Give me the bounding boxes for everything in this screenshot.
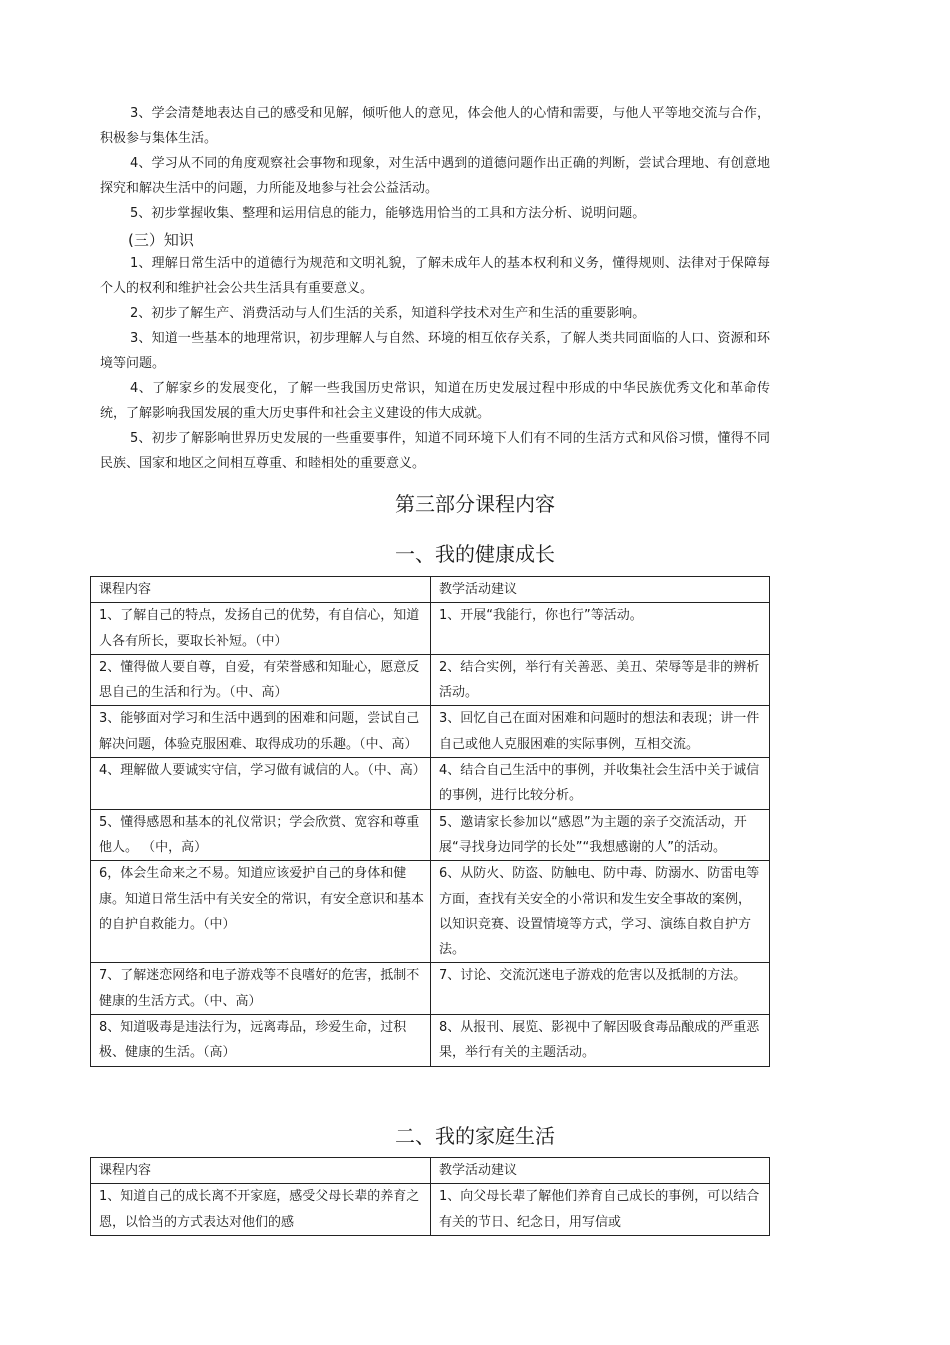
section2-table xyxy=(90,1157,770,1236)
header-course-content: 课程内容 xyxy=(91,577,431,603)
header-course-content: 课程内容 xyxy=(91,1158,431,1184)
section1-title: 一、我的健康成长 xyxy=(395,542,555,566)
ability-item-5: 5、初步掌握收集、整理和运用信息的能力，能够选用恰当的工具和方法分析、说明问题。 xyxy=(130,206,646,221)
activity-suggestion-cell: 6、从防火、防盗、防触电、防中毒、防溺水、防雷电等方面，查找有关安全的小常识和发生安全事故的案例，以知识竞赛、设置情境等方式，学习、演练自救自护方法。 xyxy=(431,861,770,963)
table-row xyxy=(91,603,770,655)
knowledge-heading: (三）知识 xyxy=(128,231,194,249)
activity-suggestion-cell: 1、开展“我能行，你也行”等活动。 xyxy=(431,603,770,655)
activity-suggestion-cell: 4、结合自己生活中的事例，并收集社会生活中关于诚信的事例，进行比较分析。 xyxy=(431,758,770,810)
knowledge-item-3: 3、知道一些基本的地理常识，初步理解人与自然、环境的相互依存关系，了解人类共同面临的人口、资源和环境等问题。 xyxy=(100,331,770,371)
table-row xyxy=(91,1015,770,1067)
activity-suggestion-cell: 2、结合实例，举行有关善恶、美丑、荣辱等是非的辨析活动。 xyxy=(431,654,770,706)
course-content-cell: 1、知道自己的成长离不开家庭，感受父母长辈的养育之恩，以恰当的方式表达对他们的感 xyxy=(91,1184,431,1236)
header-activity-suggestion: 教学活动建议 xyxy=(431,577,770,603)
knowledge-item-2: 2、初步了解生产、消费活动与人们生活的关系，知道科学技术对生产和生活的重要影响。 xyxy=(130,306,646,321)
activity-suggestion-cell: 3、回忆自己在面对困难和问题时的想法和表现；讲一件自己或他人克服困难的实际事例，互相交流。 xyxy=(431,706,770,758)
activity-suggestion-cell: 7、讨论、交流沉迷电子游戏的危害以及抵制的方法。 xyxy=(431,963,770,1015)
table-row xyxy=(91,654,770,706)
activity-suggestion-cell: 5、邀请家长参加以“感恩”为主题的亲子交流活动，开展“寻找身边同学的长处”“我想感谢的人”的活动。 xyxy=(431,809,770,861)
activity-suggestion-cell: 1、向父母长辈了解他们养育自己成长的事例，可以结合有关的节日、纪念日，用写信或 xyxy=(431,1184,770,1236)
table-row xyxy=(91,706,770,758)
header-activity-suggestion: 教学活动建议 xyxy=(431,1158,770,1184)
knowledge-item-1: 1、理解日常生活中的道德行为规范和文明礼貌，了解未成年人的基本权利和义务，懂得规则、法律对于保障每个人的权利和维护社会公共生活具有重要意义。 xyxy=(100,256,770,296)
section1-table xyxy=(90,576,770,1067)
activity-suggestion-cell: 8、从报刊、展览、影视中了解因吸食毒品酿成的严重恶果，举行有关的主题活动。 xyxy=(431,1015,770,1067)
ability-item-3: 3、学会清楚地表达自己的感受和见解，倾听他人的意见，体会他人的心情和需要，与他人平等地交流与合作，积极参与集体生活。 xyxy=(100,106,770,146)
part-title: 第三部分课程内容 xyxy=(395,492,555,516)
course-content-cell: 7、了解迷恋网络和电子游戏等不良嗜好的危害，抵制不健康的生活方式。（中、高） xyxy=(91,963,431,1015)
table-row xyxy=(91,861,770,963)
knowledge-item-5: 5、初步了解影响世界历史发展的一些重要事件，知道不同环境下人们有不同的生活方式和风俗习惯，懂得不同民族、国家和地区之间相互尊重、和睦相处的重要意义。 xyxy=(100,431,770,471)
course-content-cell: 5、懂得感恩和基本的礼仪常识；学会欣赏、宽容和尊重他人。 （中，高） xyxy=(91,809,431,861)
course-content-cell: 1、了解自己的特点，发扬自己的优势，有自信心，知道人各有所长，要取长补短。（中） xyxy=(91,603,431,655)
course-content-cell: 3、能够面对学习和生活中遇到的困难和问题，尝试自己解决问题，体验克服困难、取得成功的乐趣。（中、高） xyxy=(91,706,431,758)
course-content-cell: 4、理解做人要诚实守信，学习做有诚信的人。（中、高） xyxy=(91,758,431,810)
table-header-row xyxy=(91,1158,770,1184)
table-row xyxy=(91,758,770,810)
table-row xyxy=(91,809,770,861)
section2-title: 二、我的家庭生活 xyxy=(395,1124,555,1148)
table-header-row xyxy=(91,577,770,603)
table-row xyxy=(91,963,770,1015)
knowledge-item-4: 4、了解家乡的发展变化，了解一些我国历史常识，知道在历史发展过程中形成的中华民族优秀文化和革命传统，了解影响我国发展的重大历史事件和社会主义建设的伟大成就。 xyxy=(100,381,770,421)
ability-item-4: 4、学习从不同的角度观察社会事物和现象，对生活中遇到的道德问题作出正确的判断，尝试合理地、有创意地探究和解决生活中的问题，力所能及地参与社会公益活动。 xyxy=(100,156,770,196)
table-row xyxy=(91,1184,770,1236)
course-content-cell: 6，体会生命来之不易。知道应该爱护自己的身体和健康。知道日常生活中有关安全的常识，有安全意识和基本的自护自救能力。（中） xyxy=(91,861,431,963)
course-content-cell: 2、懂得做人要自尊，自爱，有荣誉感和知耻心，愿意反思自己的生活和行为。（中、高） xyxy=(91,654,431,706)
course-content-cell: 8、知道吸毒是违法行为，远离毒品，珍爱生命，过积极、健康的生活。（高） xyxy=(91,1015,431,1067)
